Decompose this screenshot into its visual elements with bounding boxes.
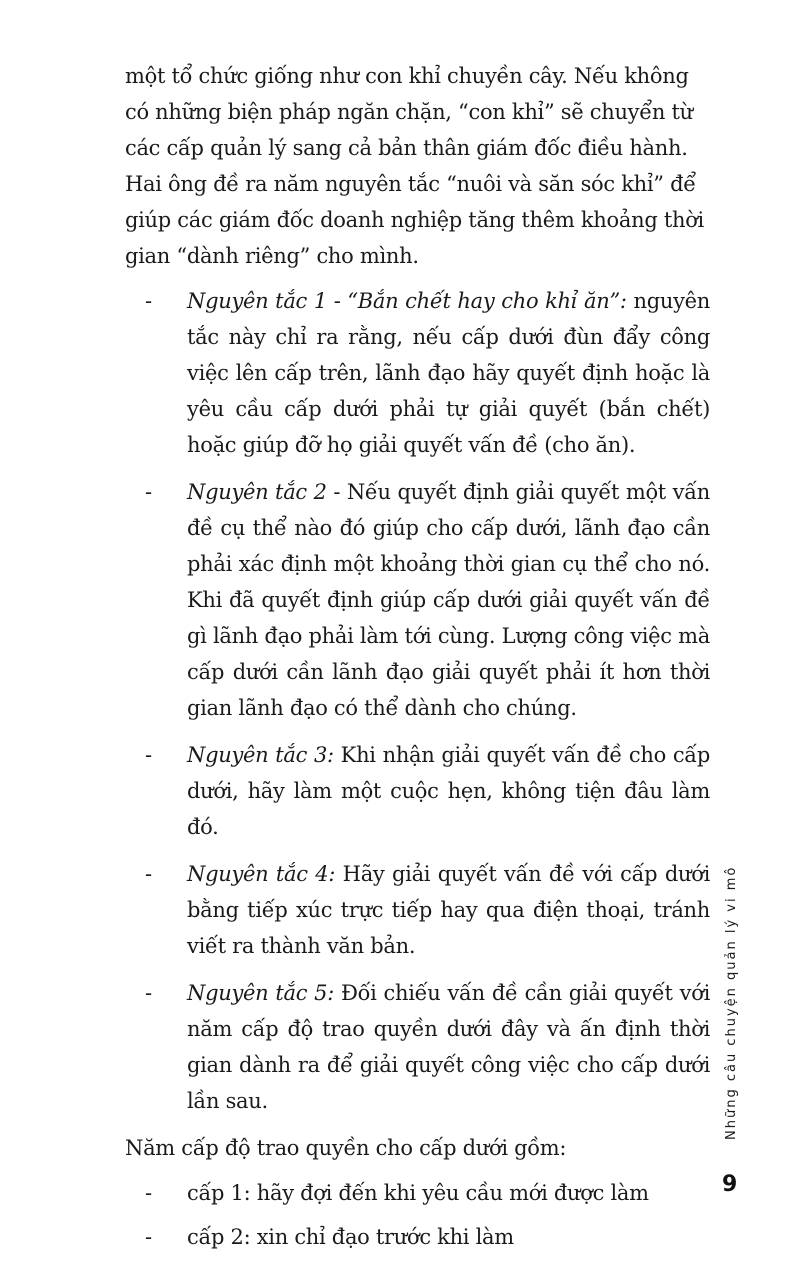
principles-list (125, 283, 710, 1119)
principle-text: - Nếu quyết định giải quyết một vấn đề cụ thể nào đó giúp cho cấp dưới, lãnh đạo cần phải xác định một khoảng thời gian cụ thể cho nó. Khi đã quyết định giúp cấp dưới giải quyết vấn đề gì lãnh đạo phải làm tới cùng. Lượng công việc mà cấp dưới cần lãnh đạo giải quyết phải ít hơn thời gian lãnh đạo có thể dành cho chúng. (187, 480, 710, 720)
principle-term: Nguyên tắc 5: (187, 981, 334, 1005)
list-item (125, 856, 710, 964)
list-item (125, 975, 710, 1119)
list-dash: - (145, 289, 152, 313)
level-text: cấp 1: hãy đợi đến khi yêu cầu mới được làm (187, 1181, 649, 1205)
principle-text: Đối chiếu vấn đề cần giải quyết với năm cấp độ trao quyền dưới đây và ấn định thời gian dành ra để giải quyết công việc cho cấp dưới lần sau. (187, 981, 710, 1113)
principle-term: Nguyên tắc 4: (187, 862, 336, 886)
list-dash: - (145, 1225, 152, 1249)
list-item (125, 1175, 710, 1211)
intro-paragraph: một tổ chức giống như con khỉ chuyền cây. Nếu không có những biện pháp ngăn chặn, “con khỉ” sẽ chuyển từ các cấp quản lý sang cả bản thân giám đốc điều hành. Hai ông đề ra năm nguyên tắc “nuôi và săn sóc khỉ” để giúp các giám đốc doanh nghiệp tăng thêm khoảng thời gian “dành riêng” cho mình. (125, 64, 704, 268)
list-dash: - (145, 862, 152, 886)
page-number: 9 (722, 1172, 738, 1197)
list-dash: - (145, 1181, 152, 1205)
level-text: cấp 2: xin chỉ đạo trước khi làm (187, 1225, 514, 1249)
principle-text: Khi nhận giải quyết vấn đề cho cấp dưới, hãy làm một cuộc hẹn, không tiện đâu làm đó. (187, 743, 710, 839)
principle-term: Nguyên tắc 3: (187, 743, 334, 767)
list-item (125, 474, 710, 726)
list-item (125, 737, 710, 845)
page-body (125, 58, 710, 1263)
principle-term: Nguyên tắc 2 (187, 480, 327, 504)
list-dash: - (145, 480, 152, 504)
levels-list (125, 1175, 710, 1255)
principle-term: Nguyên tắc 1 - “Bắn chết hay cho khỉ ăn”: (187, 289, 627, 313)
principle-text: Hãy giải quyết vấn đề với cấp dưới bằng tiếp xúc trực tiếp hay qua điện thoại, tránh viết ra thành văn bản. (187, 862, 710, 958)
list-item (125, 1219, 710, 1255)
list-item (125, 283, 710, 463)
levels-intro: Năm cấp độ trao quyền cho cấp dưới gồm: (125, 1136, 567, 1160)
running-title: Những câu chuyện quản lý vi mô (724, 865, 739, 1140)
principle-text: nguyên tắc này chỉ ra rằng, nếu cấp dưới đùn đẩy công việc lên cấp trên, lãnh đạo hãy quyết định hoặc là yêu cầu cấp dưới phải tự giải quyết (bắn chết) hoặc giúp đỡ họ giải quyết vấn đề (cho ăn). (187, 289, 710, 457)
list-dash: - (145, 743, 152, 767)
list-dash: - (145, 981, 152, 1005)
